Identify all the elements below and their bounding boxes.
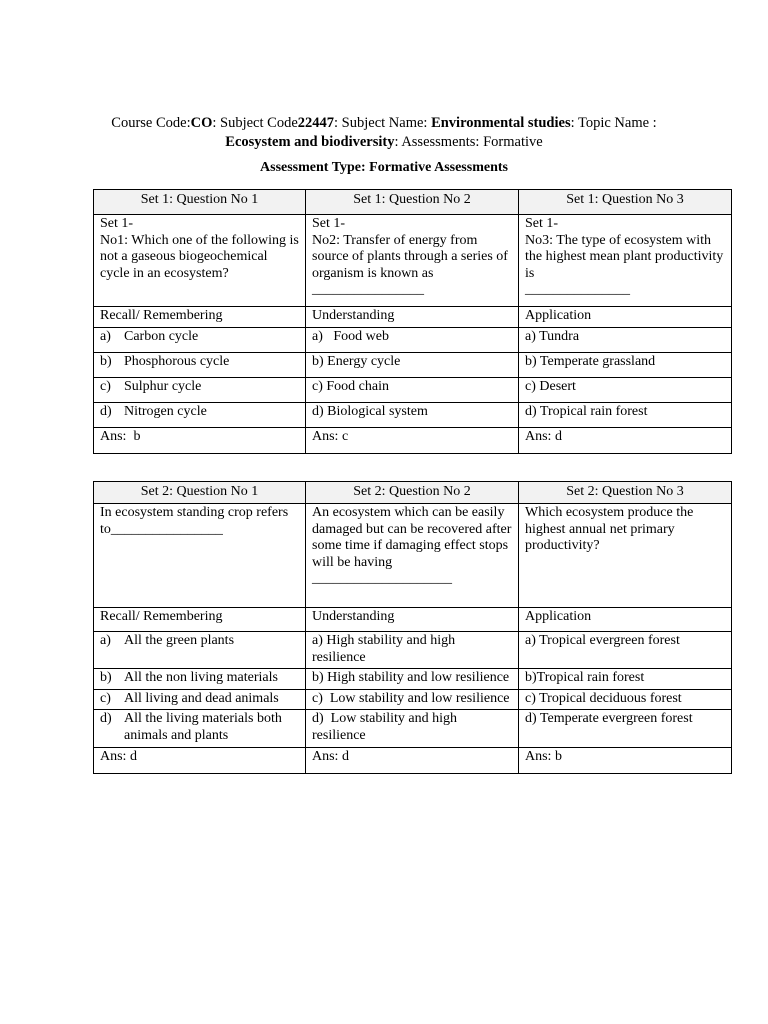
option-letter: d): [100, 403, 112, 419]
set1-q1-option-d: [94, 402, 306, 427]
set1-q1-option-c: [94, 377, 306, 402]
set2-question-1: In ecosystem standing crop refers to________________: [94, 504, 306, 608]
set2-q2-option-b: b) High stability and low resilience: [306, 669, 519, 690]
set2-q1-option-b: [94, 669, 306, 690]
question-text: No1: Which one of the following is not a gaseous biogeochemical cycle in an ecosystem?: [100, 232, 299, 281]
set1-header-q1: Set 1: Question No 1: [94, 190, 306, 215]
option-letter: b): [100, 353, 112, 369]
answer-blank: ________________: [312, 282, 424, 298]
option-letter: a): [100, 633, 111, 648]
set-label: Set 1-: [100, 216, 134, 231]
set2-header-q3: Set 2: Question No 3: [519, 482, 732, 504]
set1-q2-option-c: c) Food chain: [306, 377, 519, 402]
set1-question-1: [94, 215, 306, 307]
set2-q3-option-d: d) Temperate evergreen forest: [519, 710, 732, 747]
option-letter: c): [100, 690, 111, 706]
set1-q2-option-b: b) Energy cycle: [306, 352, 519, 377]
set2-header-q2: Set 2: Question No 2: [306, 482, 519, 504]
set2-level-2: Understanding: [306, 608, 519, 632]
set2-answer-3: Ans: b: [519, 747, 732, 773]
set1-question-2: [306, 215, 519, 307]
set2-q1-option-d: [94, 710, 306, 747]
set1-q3-option-b: b) Temperate grassland: [519, 352, 732, 377]
subject-code-label: : Subject Code: [212, 115, 298, 131]
question-text: An ecosystem which can be easily damaged but can be recovered after some time if damaging effect stops will be having: [312, 505, 512, 570]
topic-name: Ecosystem and biodiversity: [225, 134, 395, 150]
set2-q3-option-b: b)Tropical rain forest: [519, 669, 732, 690]
set1-level-1: Recall/ Remembering: [94, 307, 306, 328]
option-text: Sulphur cycle: [124, 378, 202, 394]
subject-name: Environmental studies: [431, 115, 571, 131]
set1-header-q2: Set 1: Question No 2: [306, 190, 519, 215]
set2-answer-2: Ans: d: [306, 747, 519, 773]
option-text: All the living materials both animals and plants: [124, 711, 282, 743]
assessments-label: : Assessments: Formative: [394, 134, 543, 150]
set1-q2-option-a: a) Food web: [306, 327, 519, 352]
set1-q1-option-b: [94, 352, 306, 377]
answer-blank: ____________________: [312, 571, 452, 587]
set2-answer-1: Ans: d: [94, 747, 306, 773]
question-text: No3: The type of ecosystem with the highest mean plant productivity is: [525, 232, 724, 281]
option-letter: b): [100, 670, 112, 686]
set1-level-2: Understanding: [306, 307, 519, 328]
subject-name-label: : Subject Name:: [334, 115, 432, 131]
set2-question-3: Which ecosystem produce the highest annual net primary productivity?: [519, 504, 732, 608]
set2-q2-option-c: c) Low stability and low resilience: [306, 689, 519, 710]
set1-q3-option-a: a) Tundra: [519, 327, 732, 352]
set2-q3-option-c: c) Tropical deciduous forest: [519, 689, 732, 710]
set1-q3-option-c: c) Desert: [519, 377, 732, 402]
set2-level-1: Recall/ Remembering: [94, 608, 306, 632]
set2-q2-option-d: d) Low stability and high resilience: [306, 710, 519, 747]
set2-q1-option-a: [94, 632, 306, 669]
set1-table: [93, 189, 732, 454]
set2-q2-option-a: a) High stability and high resilience: [306, 632, 519, 669]
set1-header-q3: Set 1: Question No 3: [519, 190, 732, 215]
set1-answer-1: Ans: b: [94, 427, 306, 453]
set2-q1-option-c: [94, 689, 306, 710]
set1-answer-3: Ans: d: [519, 427, 732, 453]
set2-table: [93, 481, 732, 774]
course-code: CO: [190, 115, 213, 131]
set1-q2-option-d: d) Biological system: [306, 402, 519, 427]
option-text: All the green plants: [124, 633, 235, 648]
document-header: [110, 114, 658, 152]
course-code-label: Course Code:: [111, 115, 191, 131]
option-text: Carbon cycle: [124, 328, 199, 344]
set1-question-3: [519, 215, 732, 307]
assessment-type-title: Assessment Type: Formative Assessments: [260, 160, 508, 175]
set2-question-2: [306, 504, 519, 608]
set1-q3-option-d: d) Tropical rain forest: [519, 402, 732, 427]
option-letter: a): [100, 328, 111, 344]
answer-blank: _______________: [525, 282, 630, 298]
topic-label: : Topic Name :: [570, 115, 657, 131]
set1-q1-option-a: [94, 327, 306, 352]
option-text: Nitrogen cycle: [124, 403, 207, 419]
set1-level-3: Application: [519, 307, 732, 328]
set2-q3-option-a: a) Tropical evergreen forest: [519, 632, 732, 669]
option-letter: c): [100, 378, 111, 394]
set2-header-q1: Set 2: Question No 1: [94, 482, 306, 504]
set2-level-3: Application: [519, 608, 732, 632]
set-label: Set 1-: [525, 216, 559, 231]
option-text: All the non living materials: [124, 670, 278, 686]
option-letter: d): [100, 711, 112, 727]
option-text: Phosphorous cycle: [124, 353, 230, 369]
question-text: No2: Transfer of energy from source of plants through a series of organism is known as: [312, 232, 508, 281]
set1-answer-2: Ans: c: [306, 427, 519, 453]
set-label: Set 1-: [312, 216, 346, 231]
option-text: All living and dead animals: [124, 690, 279, 706]
subject-code: 22447: [297, 115, 335, 131]
